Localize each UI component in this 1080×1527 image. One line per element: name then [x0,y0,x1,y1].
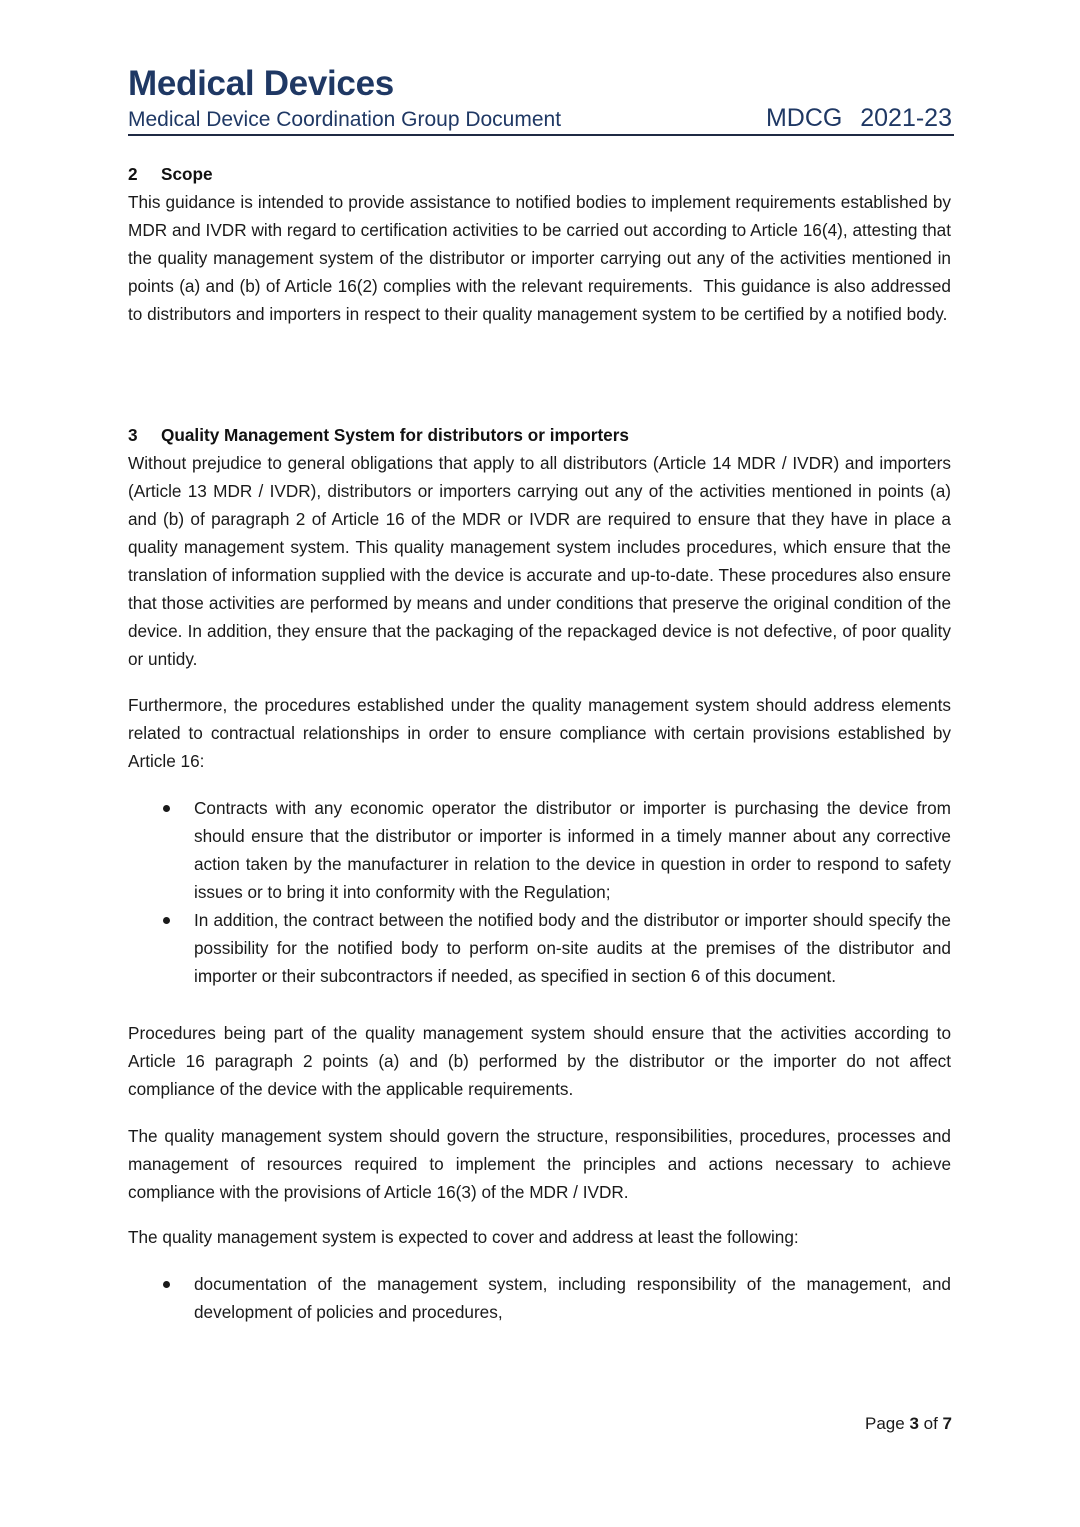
section-3-title: Quality Management System for distributors or importers [161,425,629,445]
list-item [128,906,951,990]
section-2-heading [128,160,213,188]
header-divider [128,134,954,136]
header-title: Medical Devices [128,64,394,103]
header-row [128,106,954,136]
page-number [865,1414,952,1434]
section-3-paragraph-5-block [128,1223,951,1251]
bullet-icon [163,805,170,812]
section-2-number: 2 [128,164,138,184]
bullet-icon [163,917,170,924]
list-item [128,1270,951,1326]
page-current: 3 [909,1414,919,1433]
section-3-paragraph-2-block [128,691,951,775]
section-3-paragraph-2: Furthermore, the procedures established under the quality management system should address elements related to contractual relationships in order to ensure compliance with certain provisions established by Article 16: [128,695,951,771]
page-separator: of [918,1414,943,1433]
list-item-text: documentation of the management system, including responsibility of the management, and development of policies and procedures, [194,1274,951,1322]
qms-scope-bullet-list [128,1270,951,1326]
bullet-icon [163,1281,170,1288]
section-3-paragraph-1: Without prejudice to general obligations that apply to all distributors (Article 14 MDR / IVDR) and importers (Article 13 MDR / IVDR), distributors or importers carrying out any of the activities mentioned in points (a) and (b) of paragraph 2 of Article 16 of the MDR or IVDR are required to ensure that they have in place a quality management system. This quality management system includes procedures, which ensure that the translation of information supplied with the device is accurate and up-to-date. These procedures also ensure that those activities are performed by means and under conditions that preserve the original condition of the device. In addition, they ensure that the packaging of the repackaged device is not defective, of poor quality or untidy. [128,453,951,669]
section-2-body [128,188,956,328]
section-3-paragraph-3: Procedures being part of the quality management system should ensure that the activities according to Article 16 paragraph 2 points (a) and (b) performed by the distributor or the importer do not affect compliance of the device with the applicable requirements. [128,1023,951,1099]
header-subtitle: Medical Device Coordination Group Document [128,108,562,131]
section-2-paragraph: This guidance is intended to provide assistance to notified bodies to implement requirements established by MDR and IVDR with regard to certification activities to be carried out according to Article 16(4), attesting that the quality management system of the distributor or importer carrying out any of the activities mentioned in points (a) and (b) of Article 16(2) complies with the relevant requirements. This guidance is also addressed to distributors and importers in respect to their quality management system to be certified by a notified body. [128,192,956,324]
list-item [128,794,951,906]
section-3-paragraph-1-block [128,449,951,673]
page-prefix: Page [865,1414,910,1433]
section-3-heading [128,421,629,449]
list-item-text: In addition, the contract between the notified body and the distributor or importer should specify the possibility for the notified body to perform on-site audits at the premises of the distributor and importer or their subcontractors if needed, as specified in section 6 of this document. [194,910,951,986]
section-2-title: Scope [161,164,213,184]
section-3-paragraph-5: The quality management system is expected to cover and address at least the following: [128,1227,799,1247]
section-3-number: 3 [128,425,138,445]
list-item-text: Contracts with any economic operator the distributor or importer is purchasing the device from should ensure that the distributor or importer is informed in a timely manner about any corrective action taken by the manufacturer in relation to the device in question in order to respond to safety issues or to bring it into conformity with the Regulation; [194,798,951,902]
section-3-paragraph-3-block [128,1019,951,1103]
section-3-paragraph-4-block [128,1122,951,1206]
page-header [128,64,954,136]
contract-bullet-list [128,794,951,990]
page-total: 7 [942,1414,952,1433]
document-code: MDCG 2021-23 [765,104,952,132]
section-3-paragraph-4: The quality management system should govern the structure, responsibilities, procedures, processes and management of resources required to implement the principles and actions necessary to achieve compliance with the provisions of Article 16(3) of the MDR / IVDR. [128,1126,951,1202]
